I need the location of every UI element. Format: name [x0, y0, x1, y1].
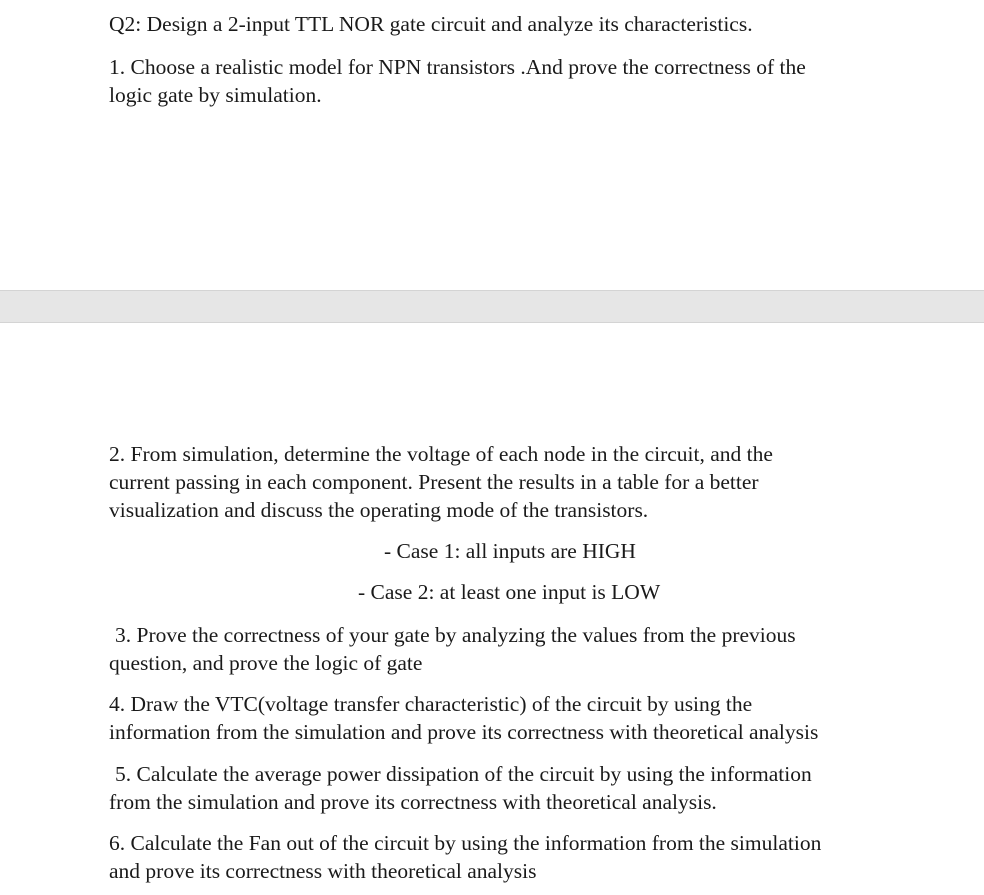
page-separator — [0, 290, 984, 323]
document-page-1 — [0, 0, 984, 290]
question-6-line-1: 6. Calculate the Fan out of the circuit by using the information from the simulation — [109, 831, 822, 855]
question-5-line-2: from the simulation and prove its correctness with theoretical analysis. — [109, 790, 717, 814]
question-4-line-2: information from the simulation and prove its correctness with theoretical analysis — [109, 720, 819, 744]
case-2: - Case 2: at least one input is LOW — [358, 580, 661, 604]
question-2-line-3: visualization and discuss the operating mode of the transistors. — [109, 498, 649, 522]
question-6-line-2: and prove its correctness with theoretical analysis — [109, 859, 537, 883]
question-4-line-1: 4. Draw the VTC(voltage transfer characteristic) of the circuit by using the — [109, 692, 753, 716]
question-5-line-1: 5. Calculate the average power dissipation of the circuit by using the information — [115, 762, 812, 786]
question-title: Q2: Design a 2-input TTL NOR gate circuit and analyze its characteristics. — [109, 12, 753, 36]
case-1: - Case 1: all inputs are HIGH — [384, 539, 636, 563]
question-3-line-2: question, and prove the logic of gate — [109, 651, 423, 675]
question-2-line-2: current passing in each component. Present the results in a table for a better — [109, 470, 759, 494]
question-1-line-1: 1. Choose a realistic model for NPN transistors .And prove the correctness of the — [109, 55, 806, 79]
question-2-line-1: 2. From simulation, determine the voltage of each node in the circuit, and the — [109, 442, 773, 466]
question-3-line-1: 3. Prove the correctness of your gate by analyzing the values from the previous — [115, 623, 796, 647]
question-1-line-2: logic gate by simulation. — [109, 83, 322, 107]
